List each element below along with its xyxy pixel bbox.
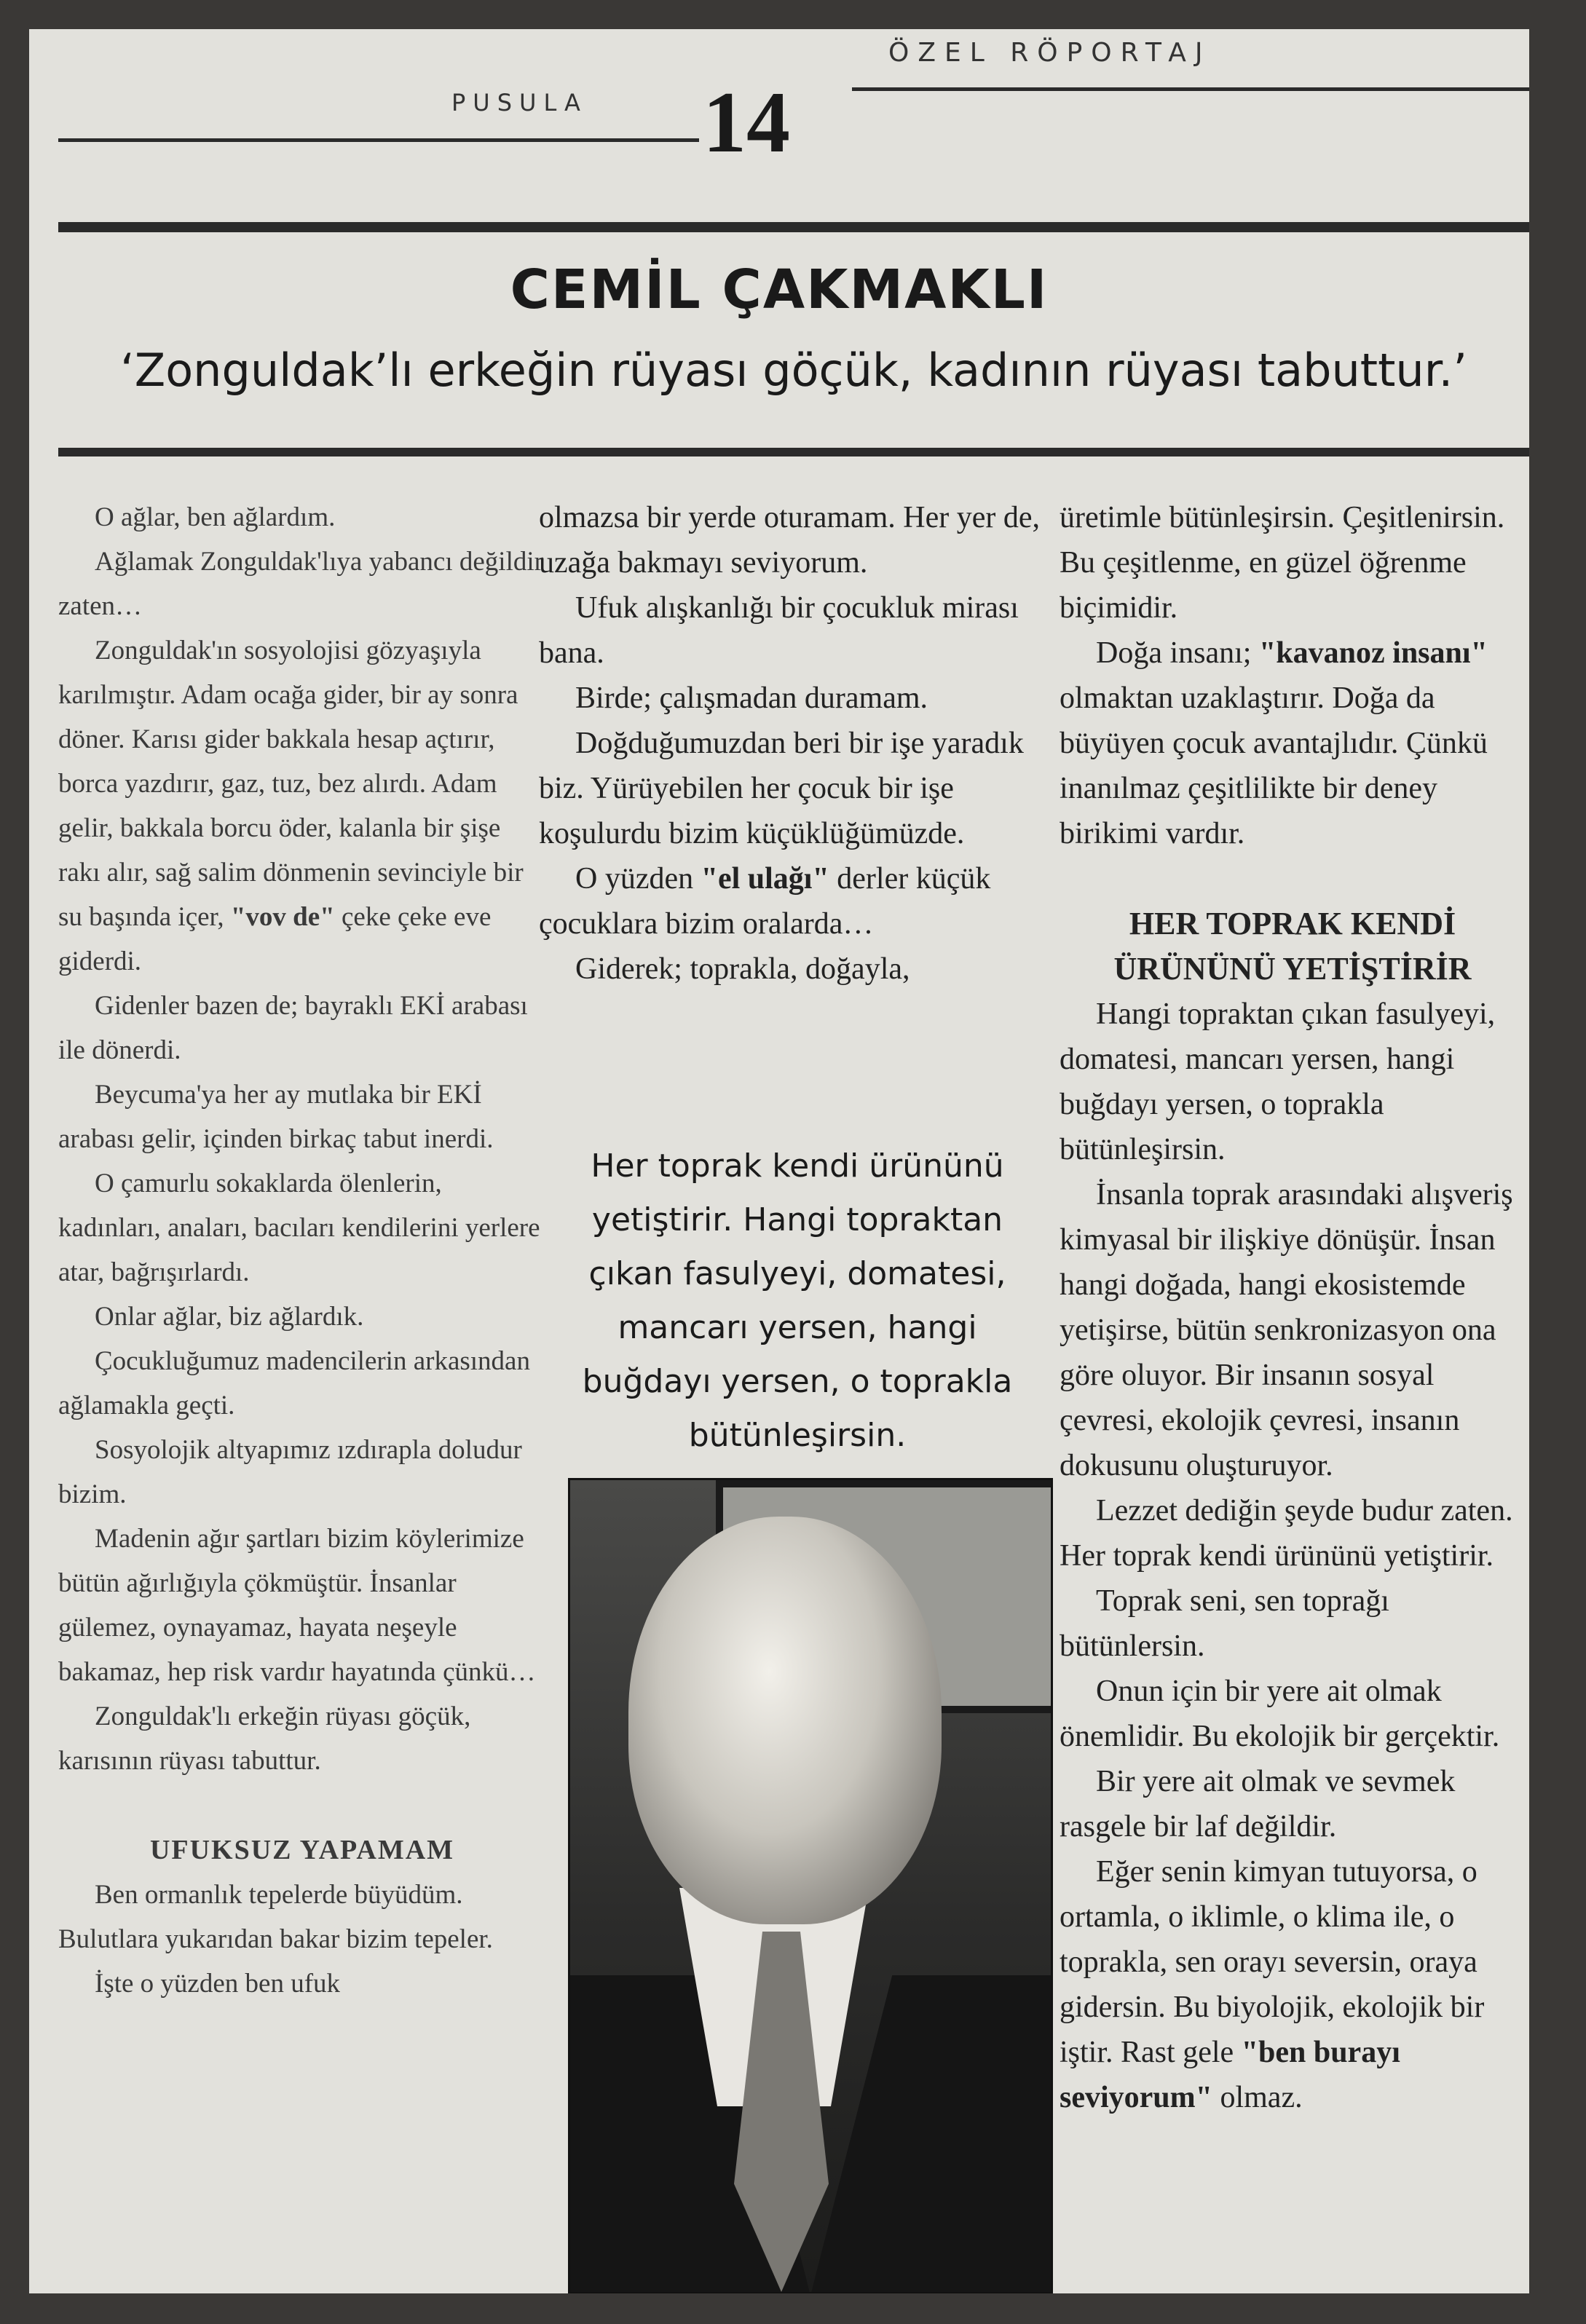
paragraph: Ağlamak Zonguldak'lıya yabancı değildir zaten… bbox=[58, 547, 543, 621]
column-2 bbox=[539, 495, 1041, 992]
paragraph-text: Eğer senin kimyan tutuyorsa, o ortamla, o iklimle, o klima ile, o toprakla, sen orayı seversin, oraya gidersin. Bu biyolojik, ekolojik bir iştir. Rast gele bbox=[1060, 1855, 1485, 2069]
paragraph: Onlar ağlar, biz ağlardık. bbox=[95, 1302, 364, 1332]
paragraph: Onun için bir yere ait olmak önemlidir. Bu ekolojik bir gerçektir. bbox=[1060, 1675, 1500, 1753]
emphasis: "kavanoz insanı" bbox=[1258, 636, 1488, 670]
column-3 bbox=[1060, 495, 1526, 2120]
column-1 bbox=[58, 495, 546, 2006]
section-label-right: ÖZEL RÖPORTAJ bbox=[888, 38, 1212, 68]
emphasis: "el ulağı" bbox=[701, 862, 829, 896]
paragraph: O ağlar, ben ağlardım. bbox=[95, 502, 336, 532]
header-rule-right bbox=[852, 87, 1529, 91]
headline-quote: ‘Zonguldak’lı erkeğin rüyası göçük, kadının rüyası tabuttur.’ bbox=[120, 344, 1467, 397]
header-rule-left bbox=[58, 138, 699, 142]
paragraph: Birde; çalışmadan duramam. bbox=[575, 681, 928, 715]
pull-quote: Her toprak kendi ürününü yetiştirir. Hangi topraktan çıkan fasulyeyi, domatesi, mancarı yersen, hangi buğdayı yersen, o toprakla bütünleşirsin. bbox=[582, 1147, 1013, 1454]
interviewee-name: CEMİL ÇAKMAKLI bbox=[510, 258, 1049, 321]
paragraph bbox=[1060, 631, 1526, 856]
paragraph: Bir yere ait olmak ve sevmek rasgele bir laf değildir. bbox=[1060, 1765, 1456, 1843]
paragraph-text: O yüzden bbox=[575, 862, 701, 896]
emphasis: "ben burayı seviyorum" bbox=[1060, 2036, 1400, 2114]
title-top-rule bbox=[58, 222, 1529, 232]
paragraph-text: çeke çeke eve giderdi. bbox=[58, 902, 492, 976]
paragraph: Lezzet dediğin şeyde budur zaten. Her toprak kendi ürününü yetiştirir. bbox=[1060, 1494, 1513, 1573]
paragraph: Zonguldak'lı erkeğin rüyası göçük, karısının rüyası tabuttur. bbox=[58, 1702, 471, 1776]
paragraph-text: olmaz. bbox=[1212, 2081, 1303, 2114]
paragraph: Hangi topraktan çıkan fasulyeyi, domatesi, mancarı yersen, hangi buğdayı yersen, o toprakla bütünleşirsin. bbox=[1060, 997, 1496, 1166]
paragraph: Doğduğumuzdan beri bir işe yaradık biz. Yürüyebilen her çocuk bir işe koşulurdu bizim küçüklüğümüzde. bbox=[539, 727, 1024, 850]
portrait-photo bbox=[568, 1478, 1053, 2293]
subheading: HER TOPRAK KENDİ ÜRÜNÜNÜ YETİŞTİRİR bbox=[1113, 906, 1472, 987]
paragraph: Sosyolojik altyapımız ızdırapla doludur bizim. bbox=[58, 1435, 522, 1509]
paragraph: O çamurlu sokaklarda ölenlerin, kadınları, anaları, bacıları kendilerini yerlere atar, bağrışırlardı. bbox=[58, 1169, 540, 1287]
section-label-left: PUSULA bbox=[451, 89, 588, 116]
face bbox=[628, 1517, 942, 1924]
paragraph-text: Doğa insanı; bbox=[1096, 636, 1259, 670]
paragraph: Madenin ağır şartları bizim köylerimize bütün ağırlığıyla çökmüştür. İnsanlar gülemez, oynayamaz, hayata neşeyle bakamaz, hep risk vardır hayatında çünkü… bbox=[58, 1524, 536, 1687]
paragraph: Giderek; toprakla, doğayla, bbox=[575, 952, 910, 986]
page-number: 14 bbox=[703, 74, 790, 170]
paragraph: üretimle bütünleşirsin. Çeşitlenirsin. Bu çeşitlenme, en güzel öğrenme biçimidir. bbox=[1060, 501, 1505, 625]
paragraph-text: olmaktan uzaklaştırır. Doğa da büyüyen çocuk avantajlıdır. Çünkü inanılmaz çeşitlilikte bir deney birikimi vardır. bbox=[1060, 681, 1488, 850]
paragraph: İşte o yüzden ben ufuk bbox=[95, 1969, 341, 1999]
paragraph: olmazsa bir yerde oturamam. Her yer de, uzağa bakmayı seviyorum. bbox=[539, 501, 1041, 580]
paragraph-text: Zonguldak'ın sosyolojisi gözyaşıyla karılmıştır. Adam ocağa gider, bir ay sonra döner. Karısı gider bakkala hesap açtırır, borca yazdırır, gaz, tuz, bez alırdı. Adam gelir, bakkala borcu öder, kalanla bir şişe rakı alır, sağ salim dönmenin sevinciyle bir su başında içer, bbox=[58, 636, 524, 932]
paragraph bbox=[1060, 1849, 1526, 2120]
paragraph: Ufuk alışkanlığı bir çocukluk mirası bana. bbox=[539, 591, 1019, 670]
paragraph: Toprak seni, sen toprağı bütünlersin. bbox=[1060, 1584, 1389, 1663]
subheading: UFUKSUZ YAPAMAM bbox=[149, 1835, 455, 1865]
paragraph: Çocukluğumuz madencilerin arkasından ağlamakla geçti. bbox=[58, 1346, 530, 1420]
paragraph bbox=[58, 628, 546, 984]
paragraph: Beycuma'ya her ay mutlaka bir EKİ arabası gelir, içinden birkaç tabut inerdi. bbox=[58, 1080, 494, 1154]
paragraph: Gidenler bazen de; bayraklı EKİ arabası ile dönerdi. bbox=[58, 991, 528, 1065]
paragraph bbox=[539, 856, 1041, 946]
title-bottom-rule bbox=[58, 448, 1529, 456]
magazine-page bbox=[29, 29, 1529, 2293]
paragraph: Ben ormanlık tepelerde büyüdüm. Bulutlara yukarıdan bakar bizim tepeler. bbox=[58, 1880, 493, 1954]
paragraph: İnsanla toprak arasındaki alışveriş kimyasal bir ilişkiye dönüşür. İnsan hangi doğada, hangi ekosistemde yetişirse, bütün senkronizasyon ona göre oluyor. Bir insanın sosyal çevresi, ekolojik çevresi, insanın dokusunu oluşturuyor. bbox=[1060, 1178, 1513, 1482]
emphasis: "vov de" bbox=[230, 902, 335, 932]
paragraph-text: derler küçük çocuklara bizim oralarda… bbox=[539, 862, 991, 941]
